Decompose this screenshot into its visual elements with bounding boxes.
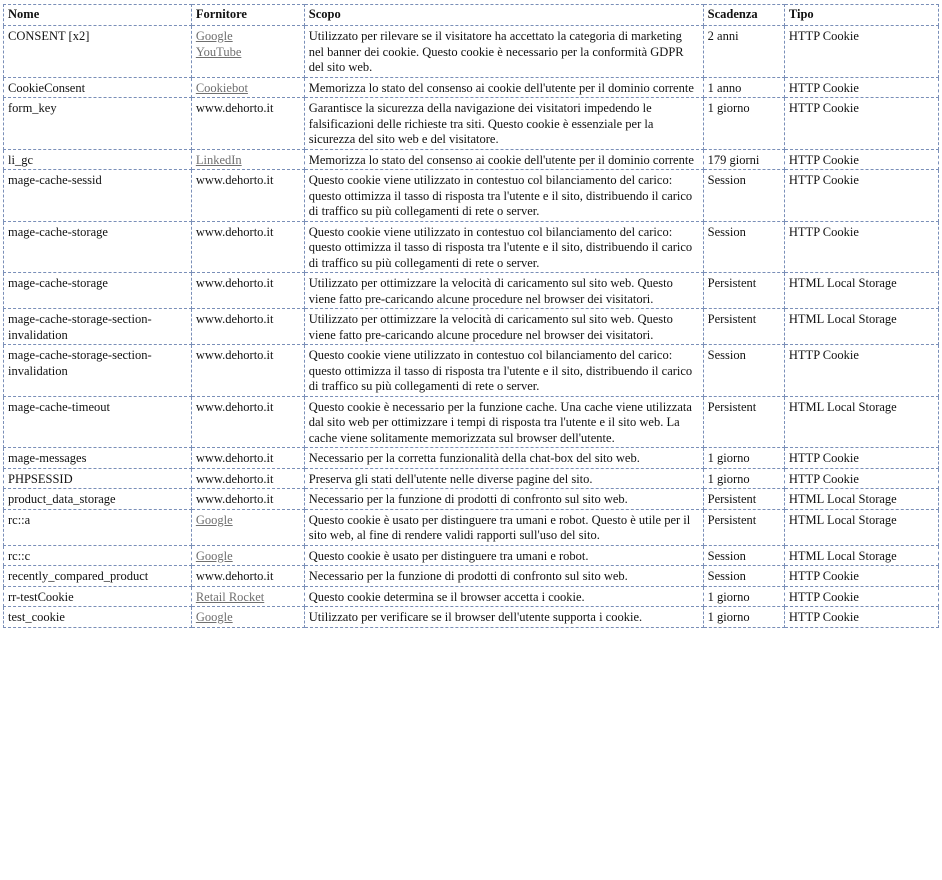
- expiry-cell: Session: [703, 545, 784, 566]
- cookie-name-cell: mage-cache-storage: [4, 273, 192, 309]
- table-row: [4, 545, 939, 566]
- provider-text: www.dehorto.it: [195, 471, 274, 486]
- type-cell: HTML Local Storage: [784, 509, 938, 545]
- provider-link[interactable]: Google: [195, 548, 233, 563]
- type-cell: HTML Local Storage: [784, 396, 938, 448]
- table-row: [4, 607, 939, 628]
- provider-text: www.dehorto.it: [195, 276, 274, 290]
- type-cell: HTML Local Storage: [784, 309, 938, 345]
- purpose-cell: Utilizzato per ottimizzare la velocità di caricamento sul sito web. Questo viene fatto pre-caricando alcune procedure nel browser dei visitatori.: [304, 273, 703, 309]
- provider-text: www.dehorto.it: [195, 569, 274, 583]
- expiry-cell: 2 anni: [703, 26, 784, 78]
- table-row: [4, 489, 939, 510]
- expiry-cell: Session: [703, 345, 784, 397]
- type-cell: HTTP Cookie: [784, 221, 938, 273]
- purpose-cell: Necessario per la funzione di prodotti di confronto sul sito web.: [304, 566, 703, 587]
- cookie-name-cell: rr-testCookie: [4, 586, 192, 607]
- table-row: [4, 98, 939, 150]
- provider-link[interactable]: Retail Rocket: [195, 589, 265, 604]
- cookie-name-cell: mage-cache-storage-section-invalidation: [4, 345, 192, 397]
- purpose-cell: Questo cookie viene utilizzato in contestuo col bilanciamento del carico: questo ottimizza il tasso di risposta tra l'utente e il sito, distribuendo il carico di traffico su più collegamenti di rete o server.: [304, 221, 703, 273]
- provider-cell: [191, 586, 304, 607]
- purpose-cell: Necessario per la funzione di prodotti di confronto sul sito web.: [304, 489, 703, 510]
- purpose-cell: Questo cookie è necessario per la funzione cache. Una cache viene utilizzata dal sito web per ottimizzare i tempi di risposta tra l'utente e il sito web. La cache viene solitamente memorizzata sul browser dell'utente.: [304, 396, 703, 448]
- table-header: [4, 5, 939, 26]
- type-cell: HTML Local Storage: [784, 545, 938, 566]
- cookie-name-cell: mage-messages: [4, 448, 192, 469]
- cookie-name-cell: mage-cache-storage: [4, 221, 192, 273]
- expiry-cell: 1 giorno: [703, 468, 784, 489]
- cookie-name-cell: mage-cache-sessid: [4, 170, 192, 222]
- expiry-cell: 1 giorno: [703, 607, 784, 628]
- purpose-cell: Questo cookie è usato per distinguere tra umani e robot. Questo è utile per il sito web, al fine di rendere validi rapporti sull'uso del sito.: [304, 509, 703, 545]
- expiry-cell: 179 giorni: [703, 149, 784, 170]
- provider-cell: [191, 345, 304, 397]
- expiry-cell: 1 giorno: [703, 586, 784, 607]
- cookie-name-cell: li_gc: [4, 149, 192, 170]
- table-row: [4, 468, 939, 489]
- table-row: [4, 26, 939, 78]
- type-cell: HTTP Cookie: [784, 149, 938, 170]
- purpose-cell: Questo cookie viene utilizzato in contestuo col bilanciamento del carico: questo ottimizza il tasso di risposta tra l'utente e il sito, distribuendo il carico di traffico su più collegamenti di rete o server.: [304, 170, 703, 222]
- provider-link[interactable]: Cookiebot: [195, 80, 248, 95]
- provider-cell: [191, 170, 304, 222]
- type-cell: HTTP Cookie: [784, 170, 938, 222]
- provider-text: www.dehorto.it: [195, 399, 274, 414]
- table-row: [4, 77, 939, 98]
- provider-text: www.dehorto.it: [195, 312, 274, 326]
- expiry-cell: Persistent: [703, 489, 784, 510]
- purpose-cell: Questo cookie viene utilizzato in contestuo col bilanciamento del carico: questo ottimizza il tasso di risposta tra l'utente e il sito, distribuendo il carico di traffico su più collegamenti di rete o server.: [304, 345, 703, 397]
- purpose-cell: Preserva gli stati dell'utente nelle diverse pagine del sito.: [304, 468, 703, 489]
- table-row: [4, 566, 939, 587]
- cookie-name-cell: test_cookie: [4, 607, 192, 628]
- type-cell: HTTP Cookie: [784, 345, 938, 397]
- provider-cell: [191, 273, 304, 309]
- purpose-cell: Utilizzato per rilevare se il visitatore ha accettato la categoria di marketing nel banner dei cookie. Questo cookie è necessario per la conformità GDPR del sito web.: [304, 26, 703, 78]
- cookie-name-cell: CookieConsent: [4, 77, 192, 98]
- expiry-cell: Persistent: [703, 509, 784, 545]
- header-provider: Fornitore: [191, 5, 304, 26]
- expiry-cell: 1 giorno: [703, 448, 784, 469]
- provider-text: www.dehorto.it: [195, 173, 274, 187]
- type-cell: HTML Local Storage: [784, 489, 938, 510]
- cookie-name-cell: rc::c: [4, 545, 192, 566]
- provider-link[interactable]: Google: [195, 512, 233, 527]
- provider-text: www.dehorto.it: [195, 224, 274, 239]
- expiry-cell: Persistent: [703, 309, 784, 345]
- expiry-cell: Session: [703, 221, 784, 273]
- purpose-cell: Utilizzato per ottimizzare la velocità di caricamento sul sito web. Questo viene fatto pre-caricando alcune procedure nel browser dei visitatori.: [304, 309, 703, 345]
- provider-link[interactable]: Google: [195, 29, 233, 43]
- table-row: [4, 170, 939, 222]
- cookie-name-cell: CONSENT [x2]: [4, 26, 192, 78]
- table-row: [4, 396, 939, 448]
- type-cell: HTTP Cookie: [784, 586, 938, 607]
- purpose-cell: Memorizza lo stato del consenso ai cookie dell'utente per il dominio corrente: [304, 77, 703, 98]
- header-expiry: Scadenza: [703, 5, 784, 26]
- provider-text: www.dehorto.it: [195, 348, 274, 362]
- header-purpose: Scopo: [304, 5, 703, 26]
- expiry-cell: Persistent: [703, 273, 784, 309]
- type-cell: HTTP Cookie: [784, 566, 938, 587]
- table-body: [4, 26, 939, 628]
- type-cell: HTTP Cookie: [784, 98, 938, 150]
- cookie-name-cell: rc::a: [4, 509, 192, 545]
- purpose-cell: Memorizza lo stato del consenso ai cookie dell'utente per il dominio corrente: [304, 149, 703, 170]
- cookie-name-cell: form_key: [4, 98, 192, 150]
- cookie-name-cell: mage-cache-storage-section-invalidation: [4, 309, 192, 345]
- type-cell: HTTP Cookie: [784, 448, 938, 469]
- table-row: [4, 345, 939, 397]
- provider-cell: [191, 468, 304, 489]
- provider-text: www.dehorto.it: [195, 101, 274, 115]
- provider-cell: [191, 489, 304, 510]
- type-cell: HTTP Cookie: [784, 607, 938, 628]
- provider-cell: [191, 98, 304, 150]
- type-cell: HTTP Cookie: [784, 468, 938, 489]
- table-row: [4, 309, 939, 345]
- provider-cell: [191, 607, 304, 628]
- provider-cell: [191, 26, 304, 78]
- expiry-cell: Session: [703, 170, 784, 222]
- purpose-cell: Questo cookie è usato per distinguere tra umani e robot.: [304, 545, 703, 566]
- type-cell: HTTP Cookie: [784, 26, 938, 78]
- provider-cell: [191, 77, 304, 98]
- provider-cell: [191, 545, 304, 566]
- type-cell: HTML Local Storage: [784, 273, 938, 309]
- expiry-cell: 1 anno: [703, 77, 784, 98]
- header-row: [4, 5, 939, 26]
- cookie-name-cell: product_data_storage: [4, 489, 192, 510]
- table-row: [4, 149, 939, 170]
- cookie-table: [3, 4, 939, 628]
- provider-cell: [191, 566, 304, 587]
- table-row: [4, 273, 939, 309]
- header-name: Nome: [4, 5, 192, 26]
- provider-cell: [191, 396, 304, 448]
- table-row: [4, 448, 939, 469]
- table-row: [4, 221, 939, 273]
- provider-cell: [191, 309, 304, 345]
- expiry-cell: Session: [703, 566, 784, 587]
- cookie-name-cell: PHPSESSID: [4, 468, 192, 489]
- provider-cell: [191, 509, 304, 545]
- provider-link[interactable]: Google: [195, 610, 233, 624]
- provider-cell: [191, 448, 304, 469]
- cookie-name-cell: recently_compared_product: [4, 566, 192, 587]
- purpose-cell: Garantisce la sicurezza della navigazione dei visitatori impedendo le falsificazioni delle richieste tra siti. Questo cookie è essenziale per la sicurezza del sito web e del visitatore.: [304, 98, 703, 150]
- provider-link[interactable]: LinkedIn: [195, 152, 242, 167]
- purpose-cell: Utilizzato per verificare se il browser dell'utente supporta i cookie.: [304, 607, 703, 628]
- provider-cell: [191, 149, 304, 170]
- expiry-cell: 1 giorno: [703, 98, 784, 150]
- provider-text: www.dehorto.it: [195, 451, 274, 465]
- purpose-cell: Questo cookie determina se il browser accetta i cookie.: [304, 586, 703, 607]
- header-type: Tipo: [784, 5, 938, 26]
- table-row: [4, 586, 939, 607]
- expiry-cell: Persistent: [703, 396, 784, 448]
- provider-link[interactable]: YouTube: [195, 44, 242, 59]
- provider-cell: [191, 221, 304, 273]
- table-row: [4, 509, 939, 545]
- cookie-name-cell: mage-cache-timeout: [4, 396, 192, 448]
- purpose-cell: Necessario per la corretta funzionalità della chat-box del sito web.: [304, 448, 703, 469]
- type-cell: HTTP Cookie: [784, 77, 938, 98]
- provider-text: www.dehorto.it: [195, 492, 274, 506]
